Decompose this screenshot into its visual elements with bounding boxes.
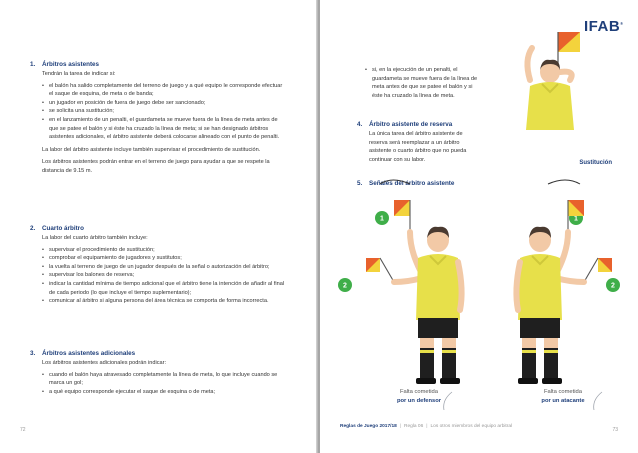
right-page — [320, 0, 638, 453]
list-item: • si, en la ejecución de un penalti, el guardameta se mueve fuera de la línea de meta antes de que se patee el balón y si éste ha cruzado la línea de meta. — [365, 66, 480, 100]
referee-attacker-foul — [516, 200, 612, 384]
caption-defender: Falta cometida por un defensor — [396, 389, 442, 404]
figure-heading: Sustitución — [579, 160, 612, 166]
list-item: • indicar la cantidad mínima de tiempo adicional que el árbitro tiene la intención de añadir al final de cada periodo (lo que incluye el tiempo suplementario); — [42, 280, 287, 297]
svg-text:1: 1 — [380, 215, 384, 223]
footer-book-title: Reglas de Juego 2017/18 — [340, 424, 397, 429]
signal-figures — [330, 170, 630, 410]
section-2-intro: La labor del cuarto árbitro también incluye: — [42, 235, 148, 241]
step-badge — [338, 278, 352, 292]
footer-chapter: Los otros miembros del equipo arbitral — [430, 424, 513, 429]
referee-defender-foul — [366, 200, 462, 384]
section-4-body: La única tarea del árbitro asistente de reserva será reemplazar a un árbitro asistente o cuarto árbitro que no pueda continuar con su labor. — [369, 131, 467, 163]
list-item: • cuando el balón haya atravesado completamente la línea de meta, lo que incluye cuando se marca un gol; — [42, 371, 287, 388]
list-item: • comprobar el equipamiento de jugadores y sustitutos; — [42, 254, 287, 263]
ifab-logo: IFAB® — [584, 18, 624, 35]
section-1-body — [42, 70, 287, 176]
paragraph: La labor del árbitro asistente incluye también supervisar el procedimiento de sustitución. — [42, 146, 261, 153]
footer-law: Regla 06 — [404, 424, 424, 429]
svg-text:2: 2 — [611, 282, 615, 290]
list-item: • a qué equipo corresponde ejecutar el saque de esquina o de meta; — [42, 388, 287, 397]
list-item: • supervisar los balones de reserva; — [42, 271, 287, 280]
list-item: • en el lanzamiento de un penalti, el guardameta se mueve fuera de la línea de meta antes de que se patee el balón y si éste ha cruzado la línea de meta; si se han designado árbitros asistentes adicionales, el árbitro asistente deberá colocarse alineado con el punto de penalti. — [42, 116, 287, 142]
list-item: • comunicar al árbitro si alguna persona del área técnica se comporta de forma incorrecta. — [42, 297, 287, 306]
caption-attacker: Falta cometida por un atacante — [541, 389, 585, 404]
continued-list — [365, 66, 480, 100]
page-number: 73 — [612, 427, 618, 433]
section-1-title: 1. Árbitros asistentes — [30, 61, 100, 68]
footer: Reglas de Juego 2017/18 | Regla 06 | Los otros miembros del equipo arbitral — [340, 424, 513, 429]
section-3-intro: Los árbitros asistentes adicionales podrán indicar: — [42, 360, 167, 366]
shirt — [526, 82, 574, 130]
paragraph: Los árbitros asistentes podrán entrar en el terreno de juego para ayudar a que se respete la distancia de 9.15 m. — [42, 159, 270, 174]
page-number: 72 — [20, 427, 26, 433]
step-badge — [375, 211, 389, 225]
referee-raised-flag-illustration — [502, 30, 602, 140]
section-2-title: 2. Cuarto árbitro — [30, 225, 84, 232]
section-5-title: 5. Señales del árbitro asistente — [357, 180, 455, 187]
step-badge — [606, 278, 620, 292]
list-item: • la vuelta al terreno de juego de un jugador después de la señal o autorización del árbitro; — [42, 263, 287, 272]
list-item: • el balón ha salido completamente del terreno de juego y a qué equipo le corresponde efectuar el saque de esquina, de meta o de banda; — [42, 82, 287, 99]
section-1-intro: Tendrán la tarea de indicar si: — [42, 71, 116, 77]
list-item: • se solicita una sustitución; — [42, 107, 287, 116]
section-2-body — [42, 234, 287, 306]
section-3-body — [42, 359, 287, 396]
left-page — [0, 0, 318, 453]
list-item: • supervisar el procedimiento de sustitución; — [42, 246, 287, 255]
list-item: • un jugador en posición de fuera de juego debe ser sancionado; — [42, 99, 287, 108]
svg-text:1: 1 — [574, 215, 578, 223]
svg-text:2: 2 — [343, 282, 347, 290]
motion-arc-right — [548, 180, 580, 184]
motion-arc-left — [380, 180, 410, 184]
section-4-title: 4. Árbitro asistente de reserva — [357, 121, 453, 128]
section-3-title: 3. Árbitros asistentes adicionales — [30, 350, 136, 357]
